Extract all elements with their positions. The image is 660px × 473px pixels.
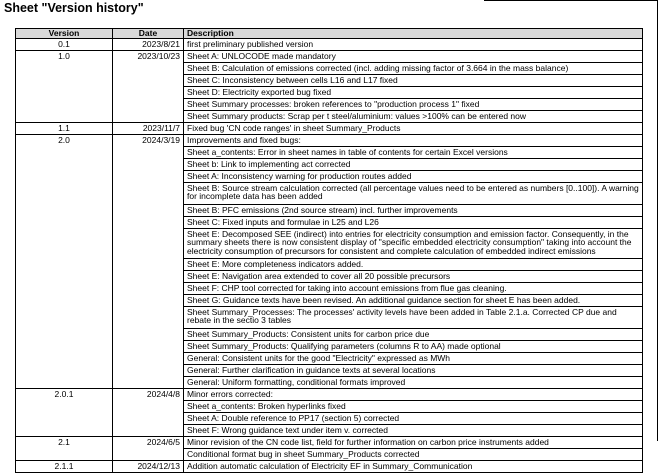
sheet-frame-top	[484, 0, 658, 1]
description-line: Sheet F: Wrong guidance text under item v. corrected	[187, 424, 388, 435]
description-line: Sheet Summary_Processes: The processes' activity levels have been added in Table 2.1.a. Corrected CP due and rebate in the sectio 3 tables	[184, 307, 642, 329]
version-history-table	[15, 28, 643, 473]
version-cell: 2.0.1	[16, 388, 113, 436]
description-line: Sheet a_contents: Error in sheet names in table of contents for certain Excel versions	[184, 147, 642, 159]
description-line: Sheet G: Guidance texts have been revised. An additional guidance section for sheet E has been added.	[184, 295, 642, 307]
sheet-frame-right	[657, 0, 658, 441]
description-line: Sheet Summary_Products: Qualifying parameters (columns R to AA) made optional	[184, 341, 642, 353]
description-line: Sheet B: PFC emissions (2nd source stream) incl. further improvements	[184, 205, 642, 217]
description-line: Conditional format bug in sheet Summary_Products corrected	[187, 448, 420, 459]
description-line: Sheet Summary processes: broken references to "production process 1" fixed	[184, 99, 642, 111]
table-row	[16, 38, 643, 50]
description-line: Sheet C: Inconsistency between cells L16 and L17 fixed	[184, 75, 642, 87]
description-line: Sheet E: Decomposed SEE (indirect) into entries for electricity consumption and emission factor. Consequently, in the summary sheets there is now consistent display of "specific embedded electricity consumption" taking into account the electricity consumption of precursors for consistent and complete calculation of embedded indirect emissions	[184, 229, 642, 259]
description-cell	[184, 50, 643, 122]
description-line: Sheet a_contents: Broken hyperlinks fixed	[184, 401, 642, 413]
description-line: Sheet E: More completeness indicators added.	[184, 259, 642, 271]
description-line: Sheet A: Inconsistency warning for production routes added	[184, 171, 642, 183]
description-line: Minor errors corrected:	[184, 389, 642, 401]
description-cell	[184, 460, 643, 472]
description-line: Improvements and fixed bugs:	[184, 135, 642, 147]
description-cell	[184, 436, 643, 460]
description-line: Sheet E: Navigation area extended to cover all 20 possible precursors	[184, 271, 642, 283]
date-cell: 2023/11/7	[113, 122, 184, 134]
description-line: Sheet A: UNLOCODE made mandatory	[184, 51, 642, 63]
description-line: Sheet C: Fixed inputs and formulae in L25 and L26	[184, 217, 642, 229]
table-header-row	[16, 29, 643, 39]
description-line: Sheet Summary products: Scrap per t steel/aluminium: values >100% can be entered now	[187, 110, 526, 121]
table-row	[16, 134, 643, 388]
header-date: Date	[113, 29, 184, 39]
table-body	[16, 38, 643, 472]
description-line: Minor revision of the CN code list, field for further information on carbon price instruments added	[184, 437, 642, 449]
description-line: General: Consistent units for the good "Electricity" expressed as MWh	[184, 353, 642, 365]
date-cell: 2023/8/21	[113, 38, 184, 50]
table-row	[16, 460, 643, 472]
table-row	[16, 436, 643, 460]
description-cell	[184, 38, 643, 50]
version-cell: 0.1	[16, 38, 113, 50]
date-cell: 2023/10/23	[113, 50, 184, 122]
description-line: Sheet D: Electricity exported bug fixed	[184, 87, 642, 99]
version-cell: 1.1	[16, 122, 113, 134]
description-cell	[184, 388, 643, 436]
description-line: Addition automatic calculation of Electricity EF in Summary_Communication	[187, 460, 473, 471]
description-line: first preliminary published version	[187, 38, 314, 49]
header-description: Description	[184, 29, 643, 39]
description-line: Sheet b: Link to implementing act corrected	[184, 159, 642, 171]
date-cell: 2024/4/8	[113, 388, 184, 436]
header-version: Version	[16, 29, 113, 39]
description-line: Sheet A: Double reference to PP17 (section 5) corrected	[184, 413, 642, 425]
description-cell	[184, 122, 643, 134]
date-cell: 2024/12/13	[113, 460, 184, 472]
description-line: General: Further clarification in guidance texts at several locations	[184, 365, 642, 377]
description-line: Sheet Summary_Products: Consistent units for carbon price due	[184, 329, 642, 341]
description-line: General: Uniform formatting, conditional formats improved	[187, 376, 406, 387]
page-title: Sheet "Version history"	[4, 1, 144, 15]
description-line: Fixed bug 'CN code ranges' in sheet Summary_Products	[187, 122, 401, 133]
description-cell	[184, 134, 643, 388]
table-row	[16, 388, 643, 436]
description-line: Sheet F: CHP tool corrected for taking into account emissions from flue gas cleaning.	[184, 283, 642, 295]
table-row	[16, 50, 643, 122]
version-cell: 1.0	[16, 50, 113, 122]
table-row	[16, 122, 643, 134]
date-cell: 2024/6/5	[113, 436, 184, 460]
version-cell: 2.1.1	[16, 460, 113, 472]
description-line: Sheet B: Calculation of emissions corrected (incl. adding missing factor of 3.664 in the mass balance)	[184, 63, 642, 75]
version-cell: 2.1	[16, 436, 113, 460]
date-cell: 2024/3/19	[113, 134, 184, 388]
description-line: Sheet B: Source stream calculation corrected (all percentage values need to be entered as numbers [0..100]). A warning for incomplete data has been added	[184, 183, 642, 205]
version-cell: 2.0	[16, 134, 113, 388]
